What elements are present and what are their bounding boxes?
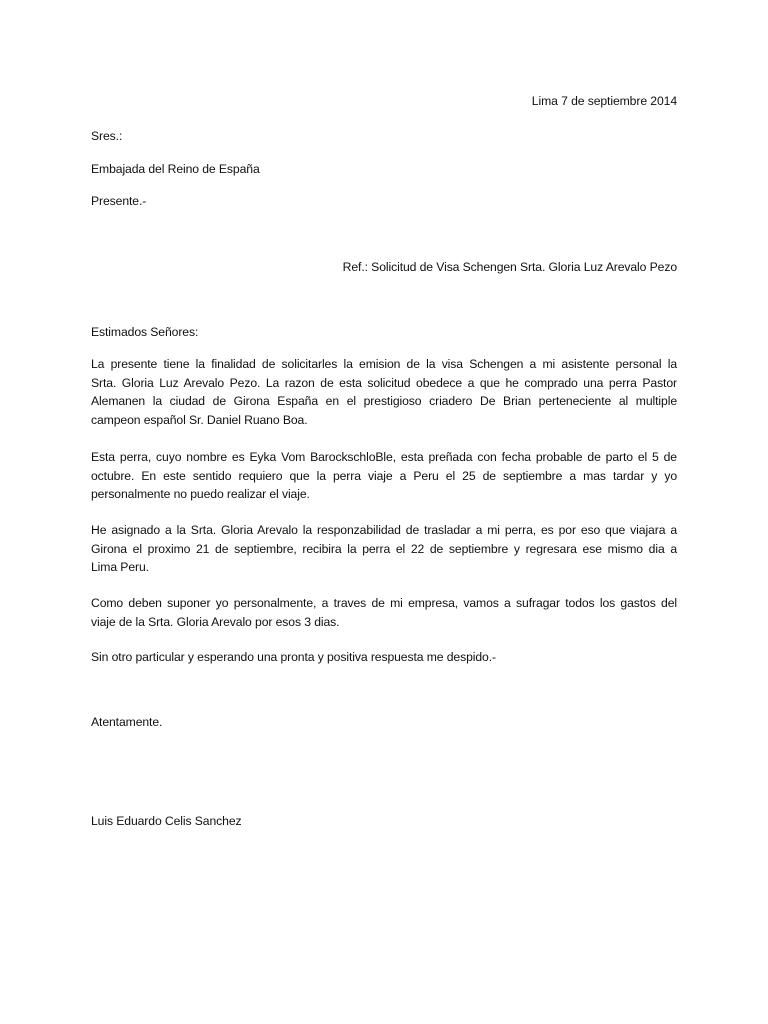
paragraph-line: Girona el proximo 21 de septiembre, recibira la perra el 22 de septiembre y regresara ese mismo dia a xyxy=(91,541,677,556)
paragraph-line: Sin otro particular y esperando una pronta y positiva respuesta me despido.- xyxy=(91,650,496,664)
salutation-prefix: Sres.: xyxy=(91,129,123,143)
recipient-name: Embajada del Reino de España xyxy=(91,162,260,176)
paragraph-travel xyxy=(91,521,677,577)
paragraph-line: campeon español Sr. Daniel Ruano Boa. xyxy=(91,412,308,427)
signature-name: Luis Eduardo Celis Sanchez xyxy=(91,814,242,828)
paragraph-expenses xyxy=(91,594,677,631)
greeting: Estimados Señores: xyxy=(91,325,199,339)
paragraph-line: octubre. En este sentido requiero que la perra viaje a Peru el 25 de septiembre a mas tardar y yo xyxy=(91,468,677,483)
paragraph-line: Como deben suponer yo personalmente, a traves de mi empresa, vamos a sufragar todos los gastos del xyxy=(91,596,677,610)
reference-line: Ref.: Solicitud de Visa Schengen Srta. Gloria Luz Arevalo Pezo xyxy=(342,260,677,274)
paragraph-line: viaje de la Srta. Gloria Arevalo por esos 3 dias. xyxy=(91,614,340,629)
paragraph-line: Srta. Gloria Luz Arevalo Pezo. La razon de esta solicitud obedece a que he comprado una perra Pastor xyxy=(91,375,677,390)
closing: Atentamente. xyxy=(91,715,163,729)
paragraph-line: He asignado a la Srta. Gloria Arevalo la responzabilidad de trasladar a mi perra, es por eso que viajara a xyxy=(91,523,677,537)
paragraph-line: Esta perra, cuyo nombre es Eyka Vom BarockschloBle, esta preñada con fecha probable de parto el 5 de xyxy=(91,450,677,464)
presente-line: Presente.- xyxy=(91,194,147,208)
paragraph-farewell xyxy=(91,648,677,667)
paragraph-line: Alemanen la ciudad de Girona España en el prestigioso criadero De Brian perteneciente al multiple xyxy=(91,394,677,409)
paragraph-line: personalmente no puedo realizar el viaje. xyxy=(91,487,310,502)
paragraph-line: Lima Peru. xyxy=(91,560,149,575)
paragraph-purpose xyxy=(91,355,677,429)
paragraph-dog xyxy=(91,448,677,504)
letter-date: Lima 7 de septiembre 2014 xyxy=(531,94,677,108)
paragraph-line: La presente tiene la finalidad de solicitarles la emision de la visa Schengen a mi asistente personal la xyxy=(91,357,677,371)
